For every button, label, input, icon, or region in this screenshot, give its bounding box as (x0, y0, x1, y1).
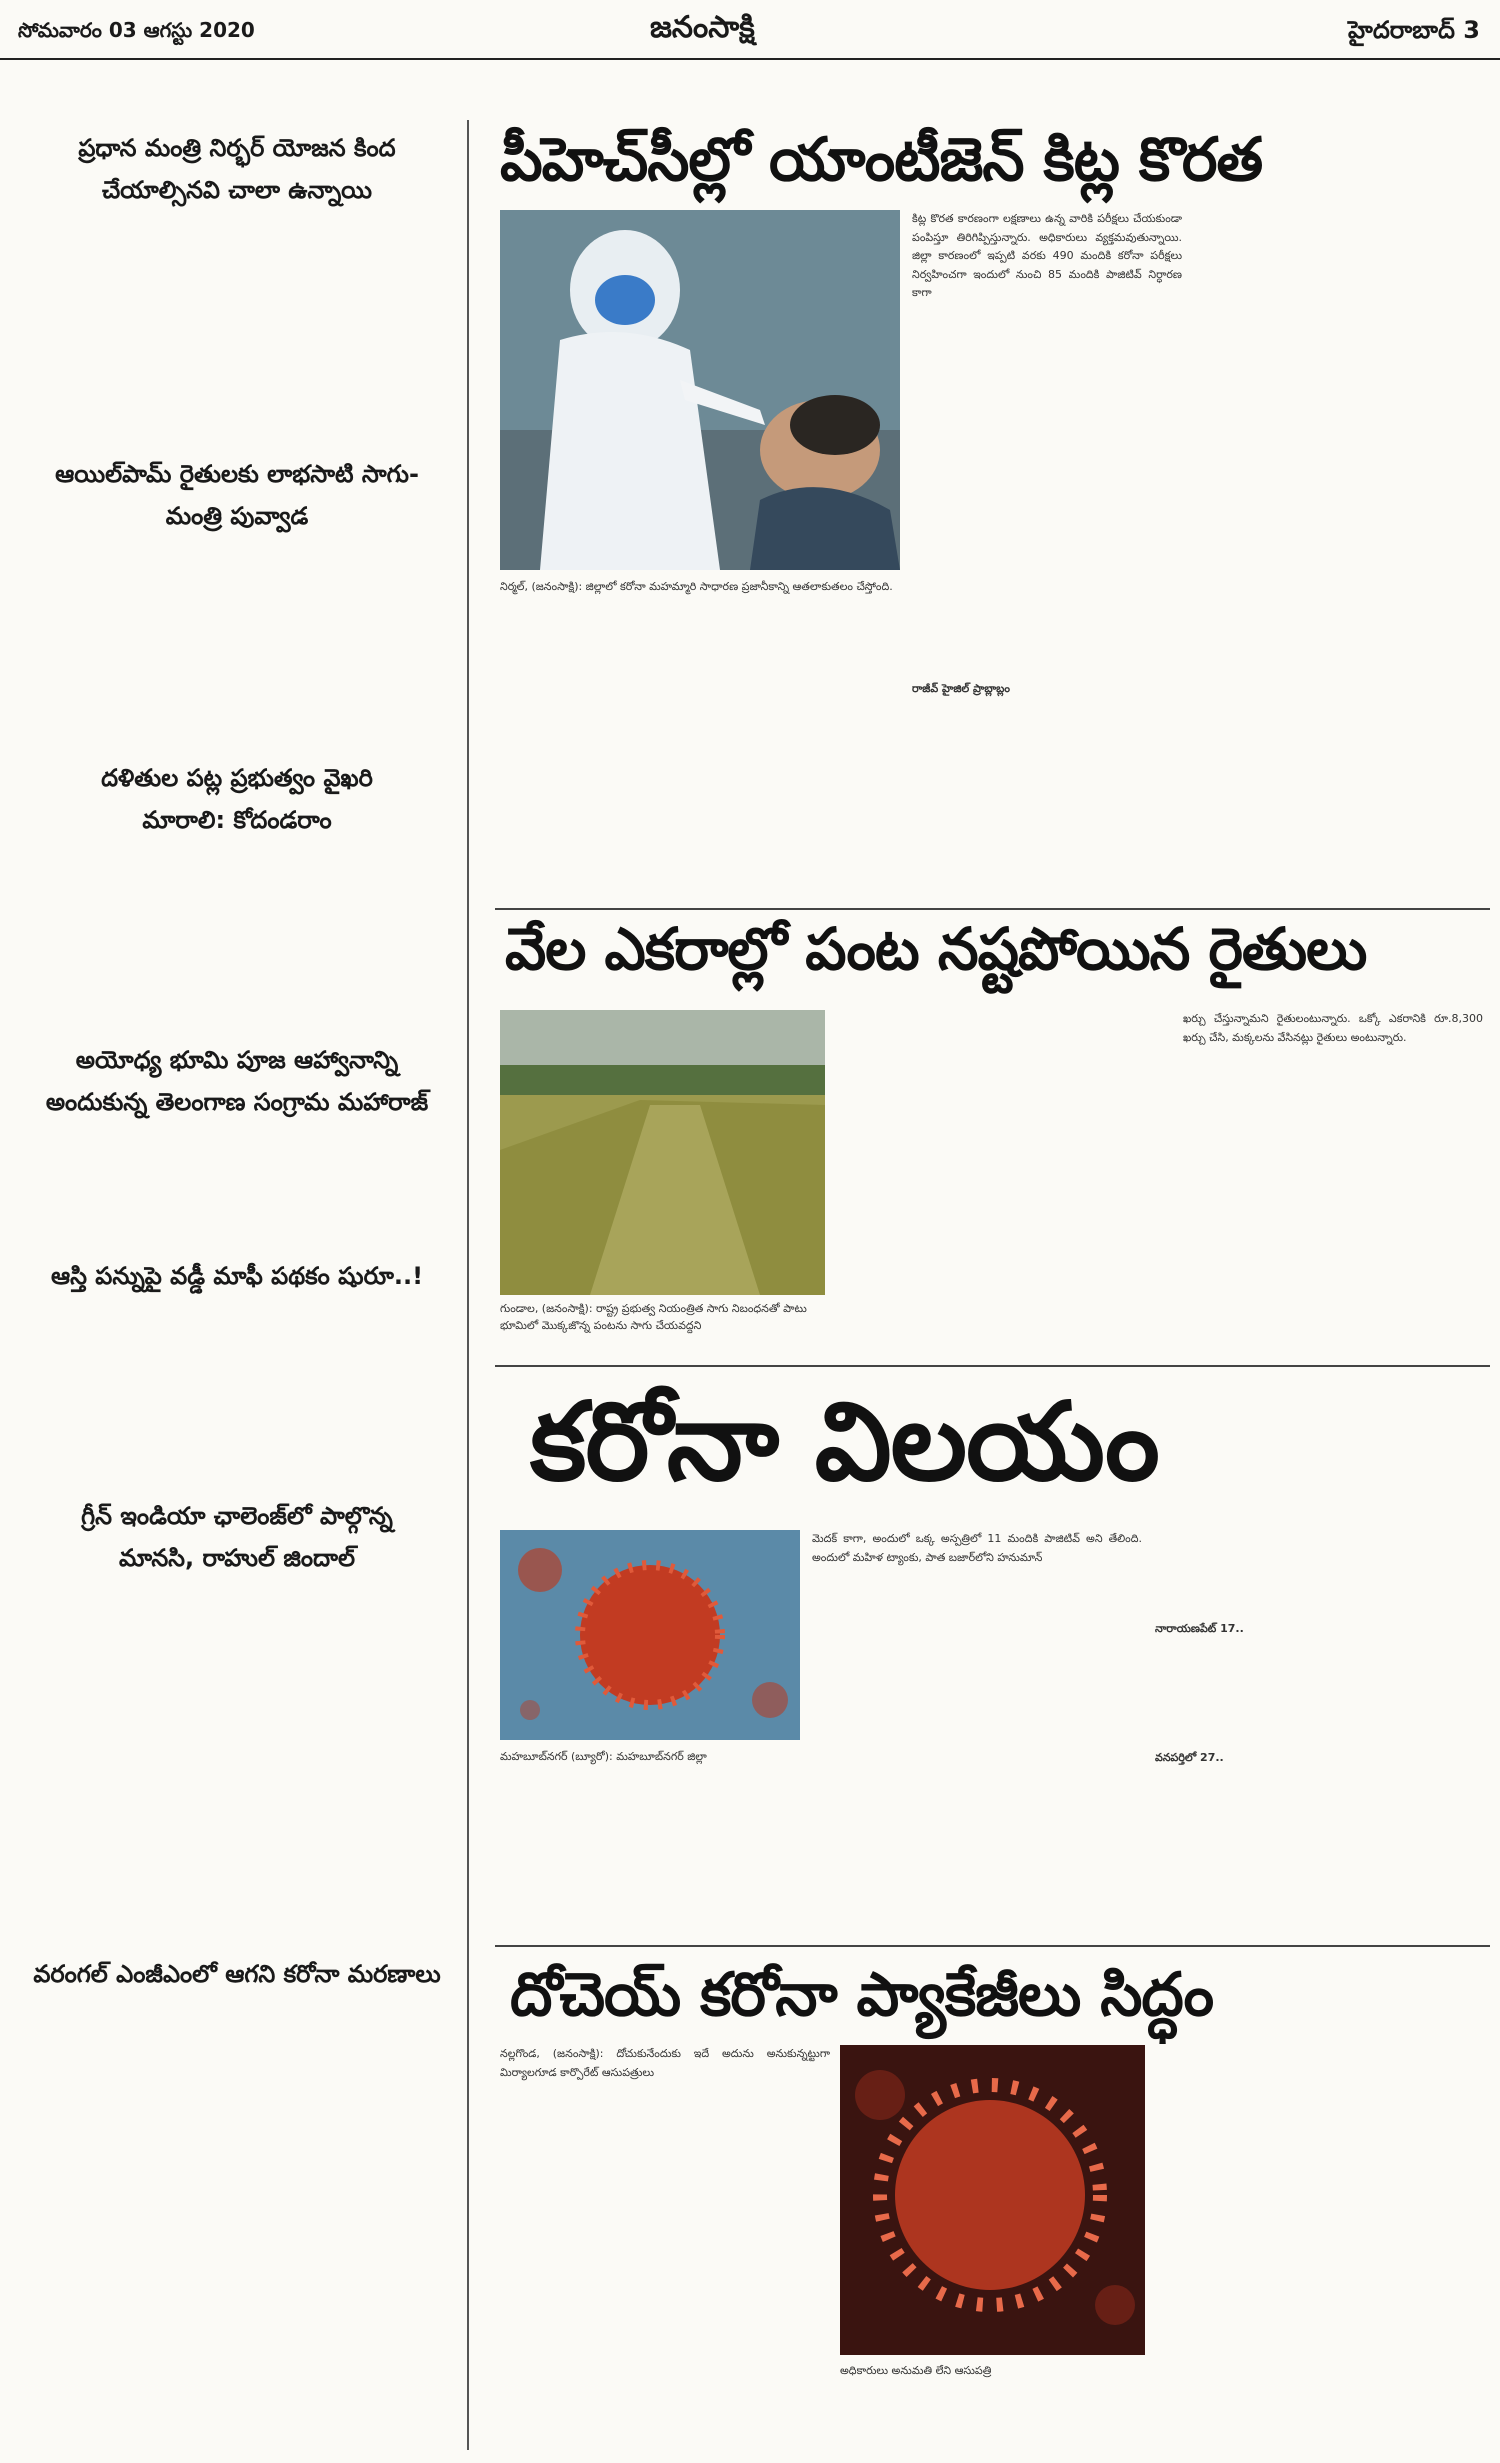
left-column (12, 125, 462, 2063)
caption-mahabubnagar: మహబూబ్‌నగర్ (బ్యూరో): మహబూబ్‌నగర్ జిల్లా (500, 1750, 707, 1763)
left-headline-2a: ఆయిల్‌పామ్ రైతులకు లాభసాటి సాగు- (55, 460, 419, 488)
left-article-7 (12, 1997, 462, 2059)
crop-field-photo (500, 1010, 825, 1295)
left-headline-3b: మారాలి: కోదండరాం (142, 806, 332, 834)
article-antigen-col2: కిట్ల కొరత కారణంగా లక్షణాలు ఉన్న వారికి పరీక్షలు చేయకుండా పంపిస్తూ తిరిగిప్పిస్తున్నారు. అధికారులు వ్యక్తమవుతున్నాయి. జిల్లా కారణంలో ఇప్పటి వరకు 490 మందికి కరోనా పరీక్షలు నిర్వహించగా ఇందులో నుంచి 85 మందికి పాజిటివ్ నిర్ధారణ కాగా (912, 212, 1182, 300)
coronavirus-illustration-2 (840, 2045, 1145, 2355)
left-headline-4b: అందుకున్న తెలంగాణ సంగ్రామ మహారాజ్ (45, 1088, 429, 1116)
subhead-narayanpet: నారాయణపేట్ 17.. (1155, 1622, 1244, 1635)
article-packages-col3 (1158, 2045, 1486, 2445)
article-crop-col3: ఖర్చు చేస్తున్నామని రైతులంటున్నారు. ఒక్కో ఎకరానికి రూ.8,300 ఖర్చు చేసి, మక్కలను వేసినట్లు రైతులు అంటున్నారు. (1183, 1012, 1483, 1044)
left-article-4 (12, 1125, 462, 1253)
left-headline-4a: అయోధ్య భూమి పూజ ఆహ్వానాన్ని (75, 1046, 399, 1074)
divider-3 (495, 1945, 1490, 1947)
main-headline-corona-packages: దోచెయ్ కరోనా ప్యాకేజీలు సిద్ధం (510, 1960, 1214, 2030)
coronavirus-illustration-1 (500, 1530, 800, 1740)
left-headline-6b: మానసి, రాహుల్ జిందాల్ (118, 1544, 356, 1572)
issue-date: సోమవారం 03 ఆగస్టు 2020 (18, 18, 255, 42)
subhead-wanaparthy: వనపర్తిలో 27.. (1155, 1750, 1224, 1764)
covid-test-photo (500, 210, 900, 570)
main-headline-crop-loss: వేల ఎకరాల్లో పంట నష్టపోయిన రైతులు (505, 915, 1367, 983)
caption-nirmal: నిర్మల్, (జనంసాక్షి): జిల్లాలో కరోనా మహమ్మారి సాధారణ ప్రజానీకాన్ని ఆతలాకుతలం చేస్తోంది. (500, 580, 893, 593)
left-article-2 (12, 539, 462, 755)
edition-city-name: హైదరాబాద్ (1348, 16, 1455, 44)
article-crop-col2 (840, 1010, 1170, 1350)
left-headline-2b: మంత్రి పువ్వాడ (165, 502, 309, 530)
divider-2 (495, 1365, 1490, 1367)
column-rule (467, 120, 469, 2450)
newspaper-logo: జనంసాక్షి (650, 10, 755, 45)
left-headline-3a: దళితుల పట్ల ప్రభుత్వం వైఖరి (101, 764, 373, 792)
left-headline-1a: ప్రధాన మంత్రి నిర్భర్ యోజన కింద (78, 134, 396, 162)
left-article-6 (12, 1581, 462, 1951)
left-headline-6a: గ్రీన్ ఇండియా ఛాలెంజ్‌లో పాల్గొన్న (81, 1502, 393, 1530)
article-corona-col2: మెదక్ కాగా, అందులో ఒక్క అస్పత్రిలో 11 మందికి పాజిటివ్ అని తేలింది. అందులో మహిళ ట్యాంకు, పాత బజార్‌లోని హనుమాన్ (812, 1532, 1142, 1564)
left-headline-1b: చేయాల్సినవి చాలా ఉన్నాయి (101, 176, 373, 204)
left-article-1 (12, 213, 462, 451)
divider-1 (495, 908, 1490, 910)
main-headline-antigen-kits: పీహెచ్‌సీల్లో యాంటీజెన్ కిట్ల కొరత (500, 125, 1263, 195)
left-article-5 (12, 1299, 462, 1493)
caption-packages: అధికారులు అనుమతి లేని ఆసుపత్రి (840, 2364, 992, 2377)
article-packages-col1: నల్లగొండ, (జనంసాక్షి): దోచుకునేందుకు ఇదే అదును అనుకున్నట్టుగా మిర్యాలగూడ కార్పొరేట్ ఆసుపత్రులు (500, 2047, 830, 2079)
page-number: 3 (1463, 16, 1480, 44)
subhead-rajiv: రాజీవ్ హైజిల్ ప్రాబ్లాబ్లం (912, 682, 1010, 695)
masthead (0, 0, 1500, 60)
article-antigen-col3 (1196, 210, 1486, 900)
article-corona-col3 (1155, 1530, 1485, 1930)
left-article-3 (12, 843, 462, 1037)
edition-city (1348, 16, 1480, 50)
left-headline-7: వరంగల్ ఎంజీఎంలో ఆగని కరోనా మరణాలు (33, 1960, 441, 1988)
left-headline-5: ఆస్తి పన్నుపై వడ్డీ మాఫీ పథకం షురూ..! (50, 1262, 424, 1290)
main-headline-corona-havoc: కరోనా విలయం (530, 1380, 1159, 1505)
caption-gundala: గుండాల, (జనంసాక్షి): రాష్ట్ర ప్రభుత్వ నియంత్రిత సాగు నిబంధనతో పాటు భూమిలో మొక్కజొన్న పంటను సాగు చేయవద్దని (500, 1302, 807, 1332)
